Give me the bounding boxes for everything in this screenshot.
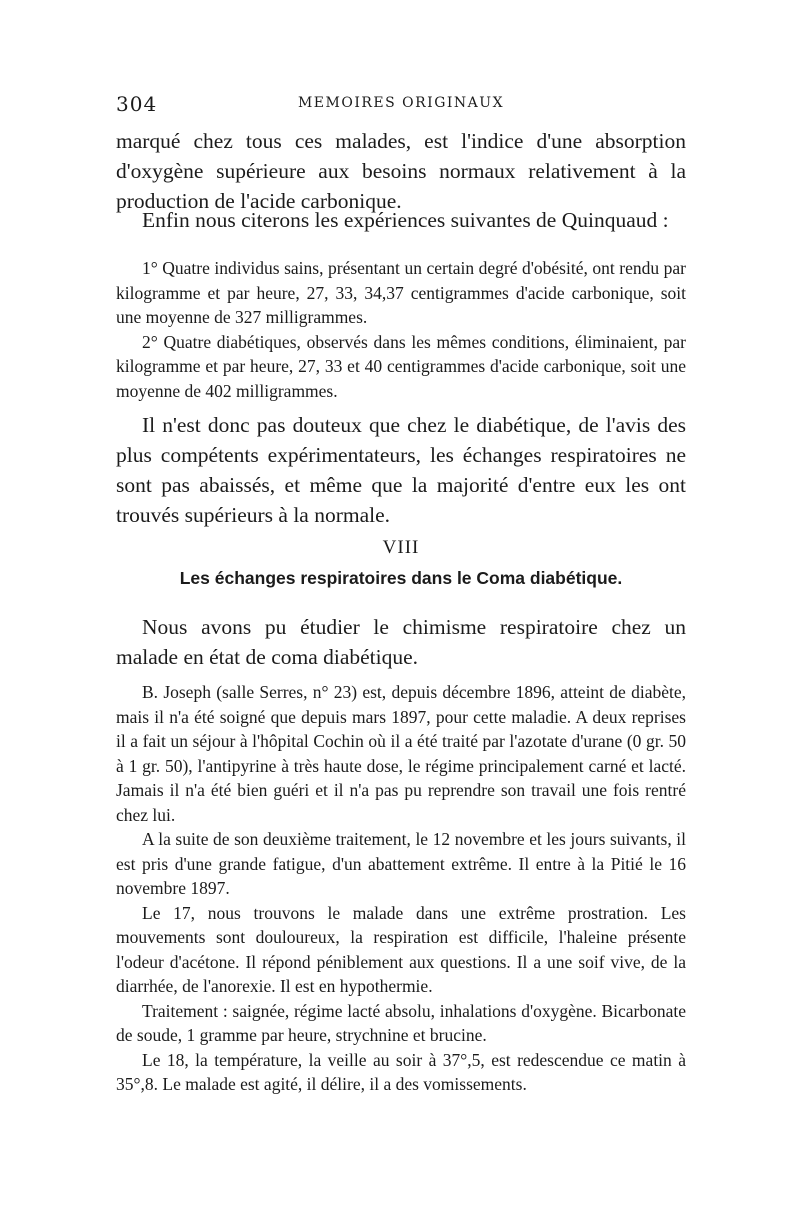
section-title: Les échanges respiratoires dans le Coma diabétique. [179,568,623,588]
case-report [116,680,686,1097]
experiments-block [116,256,686,403]
case-paragraph: Le 18, la température, la veille au soir à 37°,5, est redescendue ce matin à 35°,8. Le malade est agité, il délire, il a des vomissements. [116,1049,686,1094]
case-paragraph: Traitement : saignée, régime lacté absolu, inhalations d'oxygène. Bicarbonate de soude, 1 gramme par heure, strychnine et brucine. [116,1000,686,1045]
intro-paragraph: marqué chez tous ces malades, est l'indice d'une absorption d'oxygène supérieure aux besoins normaux relativement à la production de l'acide carbonique. [116,129,686,213]
experiment-item: 2° Quatre diabétiques, observés dans les mêmes conditions, éliminaient, par kilogramme et par heure, 27, 33 et 40 centigrammes d'acide carbonique, soit une moyenne de 402 milligrammes. [116,331,686,401]
section-number: VIII [382,537,420,558]
case-paragraph: Le 17, nous trouvons le malade dans une extrême prostration. Les mouvements sont douloureux, la respiration est difficile, l'haleine présente l'odeur d'acétone. Il répond péniblement aux questions. Il a une soif vive, de la diarrhée, de l'anorexie. Il est en hypothermie. [116,902,686,996]
case-paragraph: B. Joseph (salle Serres, n° 23) est, depuis décembre 1896, atteint de diabète, mais il n'a été soigné que depuis mars 1897, pour cette maladie. A deux reprises il a fait un séjour à l'hôpital Cochin où il a été traité par l'azotate d'urane (0 gr. 50 à 1 gr. 50), l'antipyrine à très haute dose, le régime principalement carné et lacté. Jamais il n'a été bien guéri et il n'a pas pu reprendre son travail une fois rentré chez lui. [116,682,686,825]
quinquaud-intro: Enfin nous citerons les expériences suivantes de Quinquaud : [142,208,669,232]
case-paragraph: A la suite de son deuxième traitement, le 12 novembre et les jours suivants, il est pris d'une grande fatigue, d'un abattement extrême. Il entre à la Pitié le 16 novembre 1897. [116,829,686,898]
experiment-item: 1° Quatre individus sains, présentant un certain degré d'obésité, ont rendu par kilogramme et par heure, 27, 33, 34,37 centigrammes d'acide carbonique, soit une moyenne de 327 milligrammes. [116,258,686,327]
page-header [116,92,686,116]
conclusion-paragraph: Il n'est donc pas douteux que chez le diabétique, de l'avis des plus compétents expérimentateurs, les échanges respiratoires ne sont pas abaissés, et même que la majorité d'entre eux les ont trouvés supérieurs à la normale. [116,413,686,527]
section-intro: Nous avons pu étudier le chimisme respiratoire chez un malade en état de coma diabétique. [116,615,686,669]
running-title: MEMOIRES ORIGINAUX [297,95,505,111]
page-number: 304 [116,92,158,116]
